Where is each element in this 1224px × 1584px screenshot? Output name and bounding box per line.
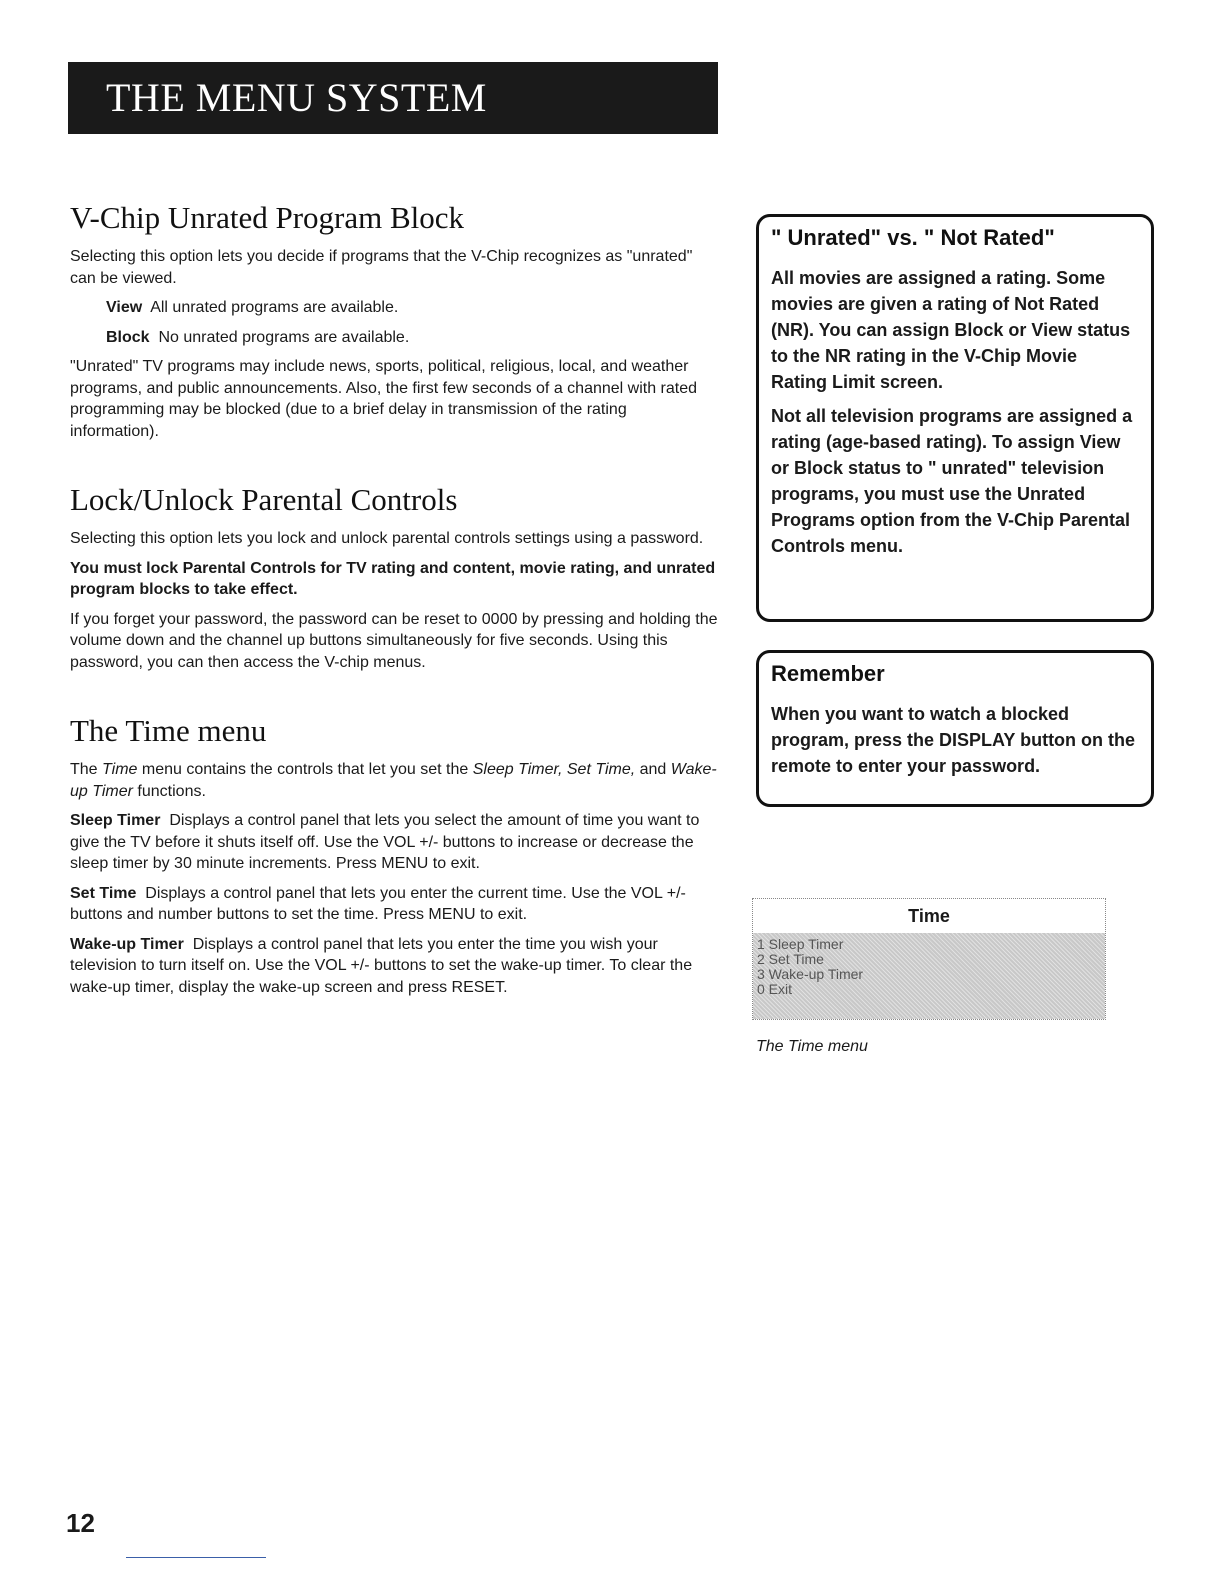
vchip-block-desc: No unrated programs are available. bbox=[158, 328, 410, 346]
time-menu-figure bbox=[752, 898, 1106, 1020]
remember-box-title: Remember bbox=[771, 661, 885, 686]
time-intro-wake: Wake-up Timer bbox=[70, 761, 717, 800]
vchip-heading: V-Chip Unrated Program Block bbox=[70, 200, 465, 235]
time-intro-time: Time bbox=[102, 761, 138, 778]
sleep-timer-desc: Displays a control panel that lets you select the amount of time you want to give the TV before it shuts itself off. Use the VOL +/- buttons to increase or decrease the sleep timer by 30 minute increments. Press MENU to exit. bbox=[70, 812, 700, 872]
lock-warning: You must lock Parental Controls for TV rating and content, movie rating, and unrated program blocks to take effect. bbox=[70, 559, 716, 598]
time-section bbox=[70, 713, 718, 998]
page-header: THE MENU SYSTEM bbox=[68, 62, 718, 134]
time-intro-pre: The bbox=[70, 761, 103, 778]
time-menu-caption: The Time menu bbox=[756, 1038, 868, 1055]
wake-timer-desc: Displays a control panel that lets you enter the time you wish your television to turn itself on. Use the VOL +/- buttons to set the wake-up timer. To clear the wake-up timer, display the wake-up screen and press RESET. bbox=[70, 935, 693, 996]
time-intro-and: and bbox=[635, 761, 671, 778]
unrated-box-p2: Not all television programs are assigned a rating (age-based rating). To assign View or Block status to " unrated" television programs, you must use the Unrated Programs option from the V-Chip Parental Controls menu. bbox=[771, 406, 1133, 556]
time-intro-sleep: Sleep Timer, Set Time, bbox=[472, 761, 636, 778]
wake-timer-item bbox=[70, 934, 718, 999]
unrated-vs-not-rated-box bbox=[756, 214, 1154, 622]
remember-box-p1: When you want to watch a blocked program, press the DISPLAY button on the remote to enter your password. bbox=[771, 704, 1136, 776]
menu-item-sleep-timer: 1 Sleep Timer bbox=[757, 936, 844, 952]
set-time-term: Set Time bbox=[70, 884, 137, 902]
vchip-view-item bbox=[70, 297, 718, 319]
lock-section bbox=[70, 482, 718, 673]
unrated-box-title: " Unrated" vs. " Not Rated" bbox=[771, 225, 1055, 250]
vchip-intro: Selecting this option lets you decide if programs that the V-Chip recognizes as "unrated" can be viewed. bbox=[70, 248, 693, 287]
time-menu-title: Time bbox=[908, 906, 950, 926]
lock-reset: If you forget your password, the password can be reset to 0000 by pressing and holding the volume down and the channel up buttons simultaneously for five seconds. Using this password, you can then access the V-chip menus. bbox=[70, 610, 718, 671]
page-number: 12 bbox=[66, 1508, 95, 1538]
menu-item-exit: 0 Exit bbox=[757, 981, 793, 997]
vchip-view-term: View bbox=[106, 299, 143, 316]
menu-item-set-time: 2 Set Time bbox=[757, 951, 824, 967]
time-heading: The Time menu bbox=[70, 713, 267, 748]
main-column bbox=[70, 200, 718, 1038]
vchip-block-term: Block bbox=[106, 328, 150, 346]
lock-intro: Selecting this option lets you lock and unlock parental controls settings using a password. bbox=[70, 530, 704, 547]
vchip-view-desc: All unrated programs are available. bbox=[150, 299, 399, 316]
vchip-block-item bbox=[70, 327, 718, 349]
remember-box bbox=[756, 650, 1154, 807]
unrated-box-p1: All movies are assigned a rating. Some movies are given a rating of Not Rated (NR). You can assign Block or View status to the NR rating in the V-Chip Movie Rating Limit screen. bbox=[771, 268, 1131, 392]
menu-item-wake-up-timer: 3 Wake-up Timer bbox=[757, 966, 864, 982]
wake-timer-term: Wake-up Timer bbox=[70, 935, 184, 953]
vchip-section bbox=[70, 200, 718, 442]
time-menu-items bbox=[753, 933, 1105, 1019]
time-intro bbox=[70, 759, 718, 802]
time-intro-post: functions. bbox=[132, 782, 206, 800]
vchip-note: "Unrated" TV programs may include news, sports, political, religious, local, and weather programs, and public announcements. Also, the first few seconds of a channel with rated programming may be blocked (due to a brief delay in transmission of the rating information). bbox=[70, 358, 698, 440]
set-time-item bbox=[70, 883, 718, 926]
footer-divider bbox=[126, 1557, 266, 1558]
sleep-timer-term: Sleep Timer bbox=[70, 812, 161, 829]
time-intro-mid: menu contains the controls that let you set the bbox=[137, 761, 473, 778]
sleep-timer-item bbox=[70, 810, 718, 875]
set-time-desc: Displays a control panel that lets you enter the current time. Use the VOL +/- buttons and number buttons to set the time. Press MENU to exit. bbox=[70, 884, 686, 923]
lock-heading: Lock/Unlock Parental Controls bbox=[70, 482, 458, 517]
